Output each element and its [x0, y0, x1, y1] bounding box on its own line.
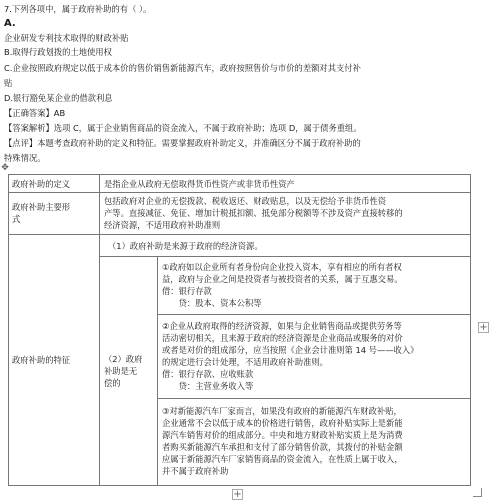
- option-c-text-continued: 贴: [4, 78, 13, 88]
- option-c-text: C.企业按照政府规定以低于成本价的售价销售新能源汽车，政府按照售价与市价的差额对其支付补: [4, 63, 361, 73]
- sub2-line4: 的规定进行会计处理，不适用政府补助准则。: [162, 357, 328, 367]
- forms-value-cell: [100, 193, 470, 235]
- sub2-line5: 借：银行存款、应收账款: [162, 369, 254, 379]
- sub3-line6: 并不属于政府补助: [162, 466, 229, 476]
- question-title: 7.下列各项中，属于政府补助的有（ ）。: [4, 4, 152, 14]
- features-label: 政府补助的特征: [12, 355, 71, 365]
- forms-value-line2: 产等。直接减征、免征、增加计税抵扣额、抵免部分税额等不涉及资产直接转移的: [104, 208, 403, 218]
- add-column-button[interactable]: +: [479, 322, 488, 333]
- definition-label: 政府补助的定义: [12, 179, 71, 189]
- forms-value-line3: 经济资源，不适用政府补助准则: [104, 220, 221, 230]
- sub3-line2: 企业通常不会以低于成本的价格进行销售，政府补贴实际上是新能: [162, 418, 403, 428]
- sub2-line6: 贷：主营业务收入等: [162, 381, 254, 391]
- feature-2-sub-2-cell: [158, 315, 470, 399]
- sub1-line3: 借：银行存款: [162, 286, 212, 296]
- sub1-line2: 益，政府与企业之间是投资者与被投资者的关系，属于互惠交易。: [162, 274, 403, 284]
- definition-value: 是指企业从政府无偿取得货币性资产或非货币性资产: [104, 179, 295, 189]
- correct-answer: 【正确答案】AB: [4, 108, 66, 118]
- sub3-line5: 应属于新能源汽车厂家销售商品的资金流入，在性质上属于收入，: [162, 454, 403, 464]
- definition-value-cell: [100, 175, 470, 193]
- feature-2-label-line3: 偿的: [104, 378, 121, 388]
- features-label-cell: [9, 235, 100, 485]
- definition-label-cell: [9, 175, 100, 193]
- review-note-continued: 特殊情况。: [4, 153, 46, 163]
- forms-label-cell: [9, 193, 100, 235]
- feature-2-label-line2: 补助是无: [104, 366, 138, 376]
- sub3-line1: ③对新能源汽车厂家而言，如果没有政府的新能源汽车财政补贴，: [162, 406, 402, 416]
- sub3-line4: 者购买新能源汽车承担和支付了部分销售价款，其拨付的补贴金额: [162, 442, 403, 452]
- option-b-text: B.取得行政划拨的土地使用权: [4, 47, 112, 57]
- sub3-line3: 源汽车销售对价的组成部分。中央和地方财政补贴实质上是为消费: [162, 430, 403, 440]
- feature-2-sub-3-cell: [158, 399, 470, 485]
- sub2-line2: 活动密切相关，且来源于政府的经济资源是企业商品或服务的对价: [162, 333, 403, 343]
- sub2-line1: ②企业从政府取得的经济资源，如果与企业销售商品或提供劳务等: [162, 321, 402, 331]
- table-anchor-icon[interactable]: ✥: [1, 163, 9, 173]
- add-row-button[interactable]: +: [233, 489, 242, 500]
- option-a-text: 企业研发专利技术取得的财政补贴: [4, 33, 129, 43]
- sub2-line3: 或者是对价的组成部分，应当按照《企业会计准则第 14 号——收入》: [162, 345, 419, 355]
- feature-2-label-line1: （2）政府: [104, 354, 143, 364]
- forms-value-line1: 包括政府对企业的无偿拨款、税收返还、财政贴息，以及无偿给予非货币性资: [104, 196, 387, 206]
- forms-label-line1: 政府补助主要形: [12, 202, 71, 212]
- subsidy-table: [8, 174, 471, 486]
- forms-label-line2: 式: [12, 214, 21, 224]
- feature-2-sub-1-cell: [158, 257, 470, 315]
- feature-2-label-cell: [100, 257, 158, 485]
- option-d-text: D.银行豁免某企业的借款利息: [4, 93, 113, 103]
- sub1-line1: ①政府如以企业所有者身份向企业投入资本，享有相应的所有者权: [162, 262, 402, 272]
- selected-option: A.: [4, 18, 16, 29]
- answer-explanation: 【答案解析】选项 C，属于企业销售商品的资金流入，不属于政府补助；选项 D，属于债务重组。: [4, 123, 362, 133]
- sub1-line4: 贷：股本、资本公积等: [162, 298, 262, 308]
- feature-1-text: （1）政府补助是来源于政府的经济资源。: [108, 241, 263, 251]
- table-resize-handle[interactable]: [473, 488, 482, 497]
- review-note: 【点评】本题考查政府补助的定义和特征。需要掌握政府补助定义，并准确区分不属于政府补助的: [4, 138, 361, 148]
- feature-1-cell: [100, 235, 470, 257]
